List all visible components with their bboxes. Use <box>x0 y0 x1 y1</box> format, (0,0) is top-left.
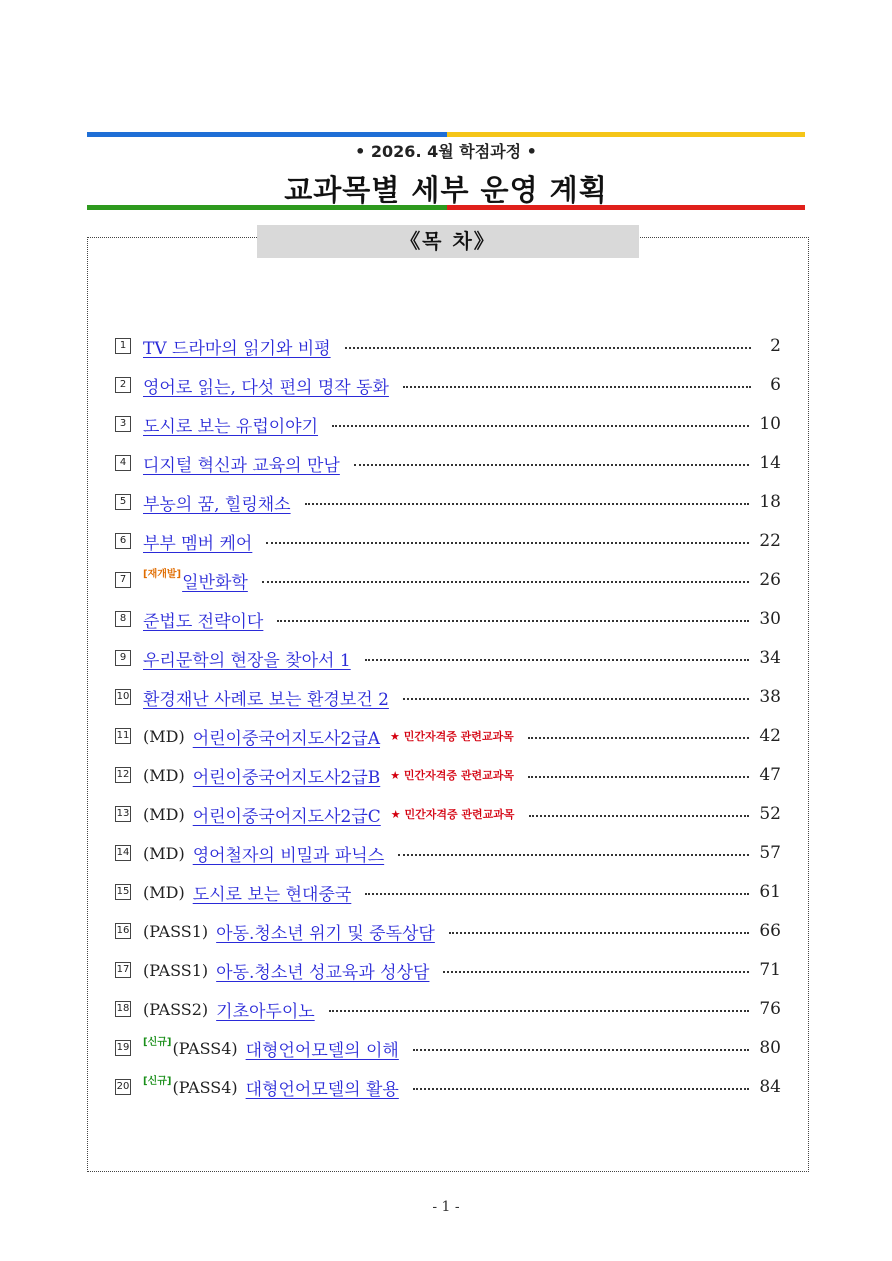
toc-item-number: 3 <box>115 416 131 432</box>
document-subtitle: • 2026. 4월 학점과정 • <box>355 142 537 161</box>
dot-leader <box>413 1088 750 1090</box>
dot-leader <box>413 1049 750 1051</box>
dot-leader <box>365 893 749 895</box>
toc-item-number: 20 <box>115 1079 131 1095</box>
dot-leader <box>266 542 749 544</box>
toc-item-page: 84 <box>759 1077 781 1097</box>
toc-item-page: 22 <box>759 531 781 551</box>
toc-item-link[interactable]: 영어로 읽는, 다섯 편의 명작 동화 <box>143 377 389 398</box>
toc-item-link[interactable]: 우리문학의 현장을 찾아서 1 <box>143 650 351 671</box>
toc-item-link[interactable]: 아동.청소년 성교육과 성상담 <box>216 962 430 983</box>
toc-item-tag: [재개발] <box>143 568 182 580</box>
toc-item-link[interactable]: 아동.청소년 위기 및 중독상담 <box>216 923 435 944</box>
toc-item-number: 12 <box>115 767 131 783</box>
toc-item-page: 42 <box>759 726 781 746</box>
toc-item-link[interactable]: 준법도 전략이다 <box>143 611 264 632</box>
toc-row <box>115 411 781 437</box>
toc-item-number: 7 <box>115 572 131 588</box>
dot-leader <box>528 737 750 739</box>
toc-item-page: 47 <box>759 765 781 785</box>
toc-item-link[interactable]: 어린이중국어지도사2급A <box>192 728 381 749</box>
toc-item-page: 66 <box>759 921 781 941</box>
dot-leader <box>403 698 749 700</box>
toc-row <box>115 567 781 593</box>
toc-item-tag: [신규] <box>143 1075 172 1087</box>
dot-leader <box>403 386 751 388</box>
toc-row <box>115 879 781 905</box>
toc-row <box>115 762 781 788</box>
toc-item-link[interactable]: 어린이중국어지도사2급B <box>192 767 381 788</box>
toc-item-link[interactable]: 어린이중국어지도사2급C <box>192 806 381 827</box>
toc-item-link[interactable]: 대형언어모델의 활용 <box>245 1079 399 1100</box>
toc-heading: 《목 차》 <box>257 225 639 258</box>
toc-row <box>115 957 781 983</box>
toc-item-number: 1 <box>115 338 131 354</box>
toc-item-prefix: (MD) <box>143 843 185 863</box>
toc-row <box>115 918 781 944</box>
dot-leader <box>345 347 751 349</box>
dot-leader <box>365 659 750 661</box>
toc-item-number: 4 <box>115 455 131 471</box>
toc-item-page: 6 <box>770 375 781 395</box>
toc-item-number: 17 <box>115 962 131 978</box>
toc-item-page: 14 <box>759 453 781 473</box>
toc-item-prefix: (PASS2) <box>143 999 209 1019</box>
certificate-note: ★ 민간자격증 관련교과목 <box>390 730 514 743</box>
toc-row <box>115 1035 781 1061</box>
toc-row <box>115 801 781 827</box>
dot-leader <box>262 581 750 583</box>
toc-item-page: 18 <box>759 492 781 512</box>
certificate-note: ★ 민간자격증 관련교과목 <box>390 808 515 821</box>
toc-item-prefix: (PASS4) <box>172 1038 238 1058</box>
toc-item-number: 13 <box>115 806 131 822</box>
dot-leader <box>354 464 750 466</box>
toc-row <box>115 840 781 866</box>
dot-leader <box>329 1010 750 1012</box>
dot-leader <box>528 776 749 778</box>
page-number: - 1 - <box>432 1199 460 1215</box>
toc-item-prefix: (MD) <box>143 726 185 746</box>
toc-item-link[interactable]: 도시로 보는 유럽이야기 <box>143 416 319 437</box>
toc-item-number: 16 <box>115 923 131 939</box>
toc-item-number: 18 <box>115 1001 131 1017</box>
toc-item-link[interactable]: 대형언어모델의 이해 <box>245 1040 399 1061</box>
dot-leader <box>277 620 749 622</box>
toc-item-link[interactable]: 부부 멤버 케어 <box>143 533 253 554</box>
toc-row <box>115 528 781 554</box>
toc-item-page: 71 <box>759 960 781 980</box>
toc-item-link[interactable]: 디지털 혁신과 교육의 만남 <box>143 455 340 476</box>
top-bar-yellow <box>447 132 805 137</box>
top-bar-blue <box>87 132 447 137</box>
toc-item-number: 19 <box>115 1040 131 1056</box>
toc-item-link[interactable]: 부농의 꿈, 힐링채소 <box>143 494 291 515</box>
toc-item-page: 76 <box>759 999 781 1019</box>
toc-item-page: 2 <box>770 336 781 356</box>
toc-item-prefix: (MD) <box>143 765 185 785</box>
toc-row <box>115 996 781 1022</box>
document-title: 교과목별 세부 운영 계획 <box>284 173 608 207</box>
dot-leader <box>529 815 750 817</box>
toc-row <box>115 606 781 632</box>
toc-item-prefix: (PASS1) <box>143 960 209 980</box>
toc-item-page: 57 <box>759 843 781 863</box>
toc-item-number: 10 <box>115 689 131 705</box>
toc-row <box>115 723 781 749</box>
toc-item-number: 2 <box>115 377 131 393</box>
certificate-note: ★ 민간자격증 관련교과목 <box>390 769 515 782</box>
dot-leader <box>305 503 750 505</box>
toc-item-link[interactable]: 도시로 보는 현대중국 <box>192 884 352 905</box>
toc-row <box>115 684 781 710</box>
dot-leader <box>398 854 749 856</box>
toc-item-page: 38 <box>759 687 781 707</box>
toc-row <box>115 1074 781 1100</box>
toc-item-prefix: (MD) <box>143 804 185 824</box>
toc-item-link[interactable]: 영어철자의 비밀과 파닉스 <box>192 845 385 866</box>
toc-item-link[interactable]: 환경재난 사례로 보는 환경보건 2 <box>143 689 389 710</box>
toc-item-link[interactable]: TV 드라마의 읽기와 비평 <box>143 338 331 359</box>
toc-row <box>115 489 781 515</box>
dot-leader <box>443 971 749 973</box>
toc-row <box>115 333 781 359</box>
toc-item-page: 80 <box>759 1038 781 1058</box>
toc-item-prefix: (PASS4) <box>172 1077 238 1097</box>
toc-item-link[interactable]: 기초아두이노 <box>216 1001 315 1022</box>
toc-item-number: 15 <box>115 884 131 900</box>
toc-row <box>115 645 781 671</box>
toc-item-number: 14 <box>115 845 131 861</box>
toc-item-page: 10 <box>759 414 781 434</box>
toc-item-number: 11 <box>115 728 131 744</box>
toc-row <box>115 372 781 398</box>
dot-leader <box>332 425 749 427</box>
toc-item-number: 8 <box>115 611 131 627</box>
toc-item-number: 9 <box>115 650 131 666</box>
toc-item-page: 34 <box>759 648 781 668</box>
toc-row <box>115 450 781 476</box>
toc-item-prefix: (MD) <box>143 882 185 902</box>
toc-item-prefix: (PASS1) <box>143 921 209 941</box>
toc-item-number: 5 <box>115 494 131 510</box>
toc-item-page: 52 <box>759 804 781 824</box>
dot-leader <box>449 932 750 934</box>
toc-item-page: 30 <box>759 609 781 629</box>
toc-item-number: 6 <box>115 533 131 549</box>
toc-item-page: 26 <box>759 570 781 590</box>
toc-item-page: 61 <box>759 882 781 902</box>
toc-item-tag: [신규] <box>143 1036 172 1048</box>
toc-item-link[interactable]: 일반화학 <box>182 572 248 593</box>
